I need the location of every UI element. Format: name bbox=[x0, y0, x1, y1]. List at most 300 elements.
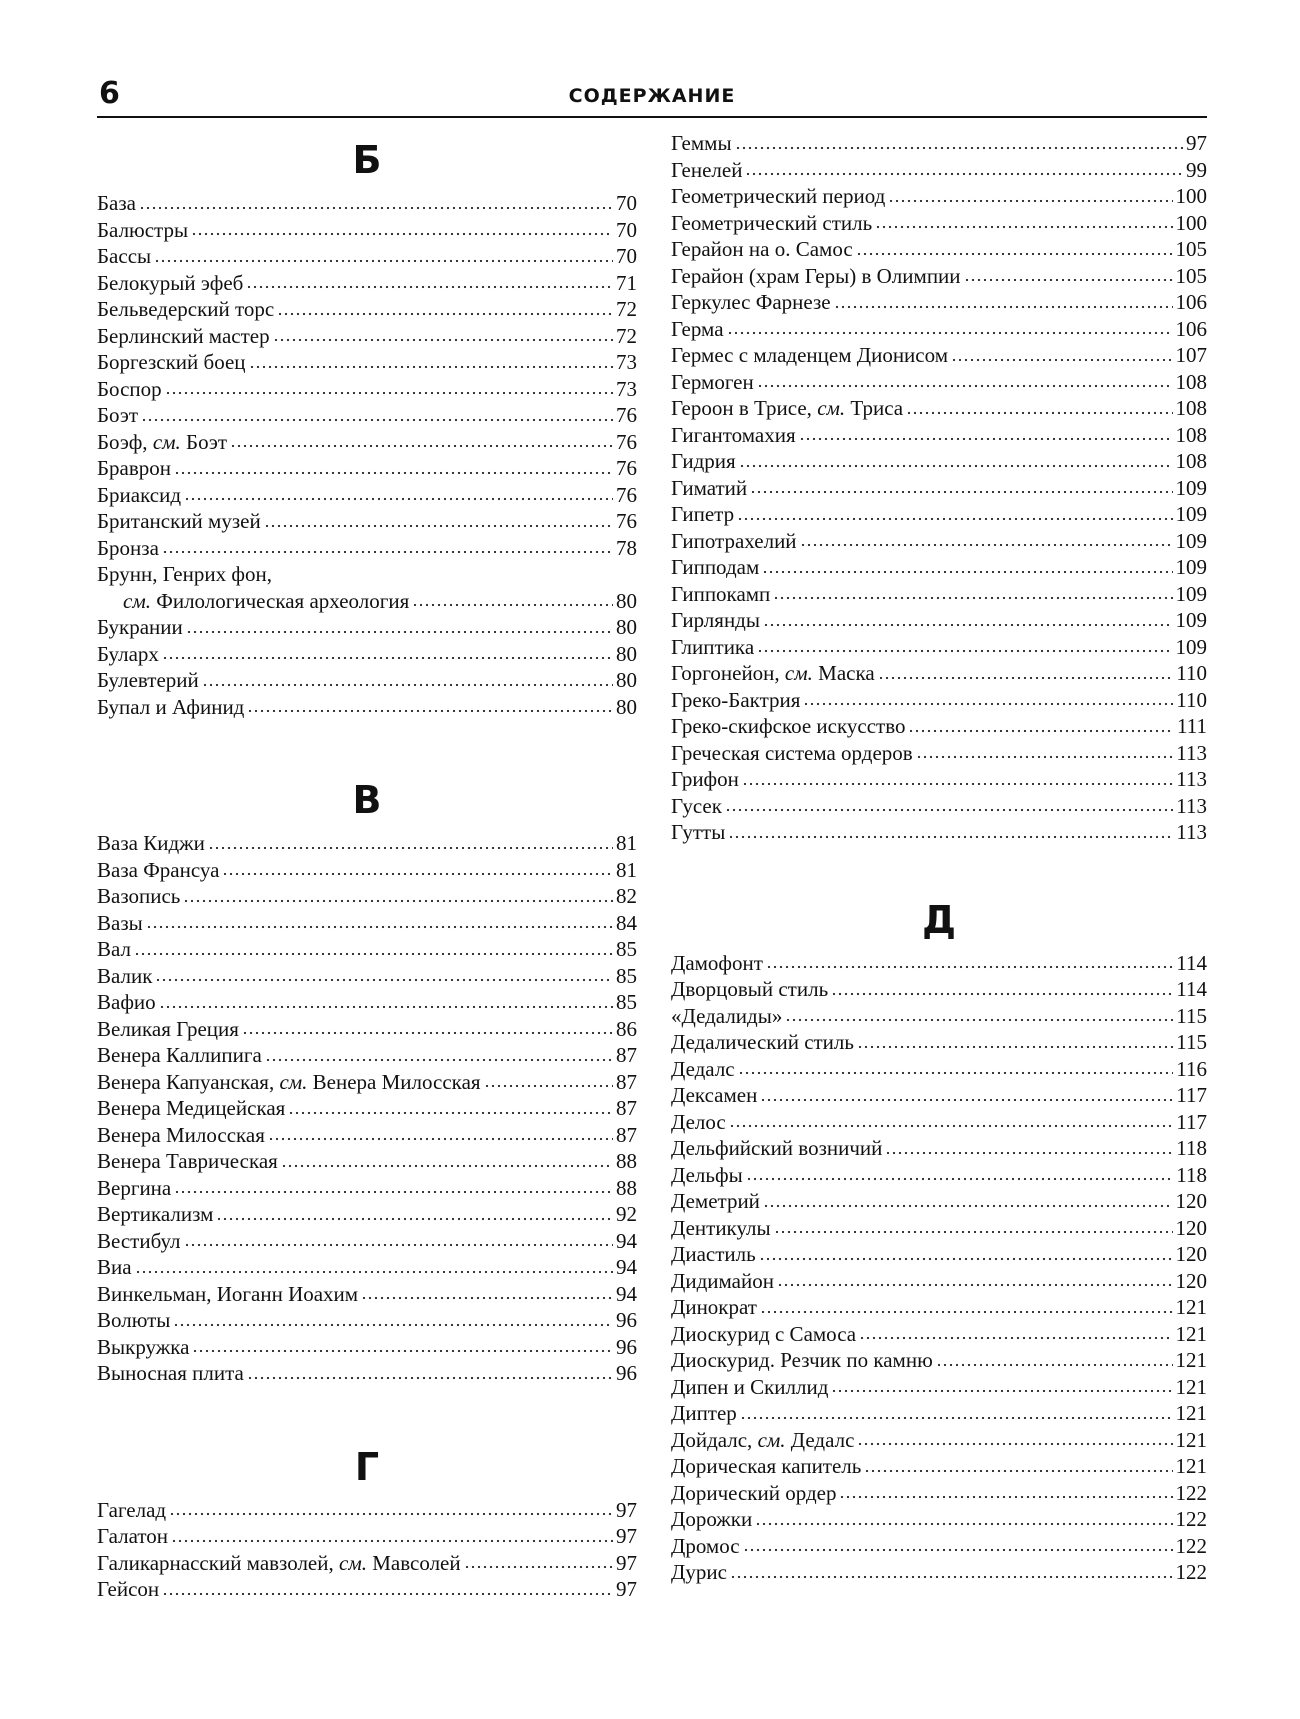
entry-title-text: Дельфы bbox=[671, 1162, 743, 1187]
toc-entry[interactable] bbox=[97, 323, 637, 350]
entry-title bbox=[671, 1321, 856, 1348]
toc-entry[interactable] bbox=[97, 1042, 637, 1069]
dot-leader bbox=[885, 1145, 1173, 1155]
toc-entry[interactable] bbox=[97, 667, 637, 694]
entry-page-number: 73 bbox=[616, 376, 637, 401]
dot-leader bbox=[155, 972, 613, 982]
entry-title bbox=[97, 910, 143, 937]
toc-entry[interactable] bbox=[97, 1334, 637, 1361]
entry-page-number: 78 bbox=[616, 535, 637, 560]
cross-reference-marker: см. bbox=[279, 1069, 308, 1094]
entry-page-number: 70 bbox=[616, 191, 637, 215]
entry-page-number: 94 bbox=[616, 1255, 637, 1279]
entry-title-text: Гидрия bbox=[671, 449, 736, 473]
dot-leader bbox=[831, 1383, 1172, 1393]
entry-title-text: Дентикулы bbox=[671, 1215, 771, 1240]
entry-page-number: 109 bbox=[1175, 608, 1207, 632]
toc-entry[interactable] bbox=[97, 190, 637, 217]
entry-title-text: Гипетр bbox=[671, 502, 735, 526]
toc-entry[interactable] bbox=[671, 1427, 1207, 1454]
entry-title-text: Боргезский боец bbox=[97, 350, 246, 374]
cross-reference-target: Филологическая археология bbox=[156, 588, 410, 613]
entry-title-text: Виа bbox=[97, 1255, 132, 1279]
toc-entry[interactable] bbox=[671, 1453, 1207, 1480]
entry-page-number: 108 bbox=[1175, 449, 1207, 473]
toc-entry[interactable] bbox=[97, 694, 637, 721]
dot-leader bbox=[162, 650, 613, 660]
dot-leader bbox=[757, 378, 1173, 388]
entry-title-text: Гермес с младенцем Дионисом bbox=[671, 343, 948, 367]
toc-entry[interactable] bbox=[671, 581, 1207, 608]
cross-reference-target: Венера Милосская bbox=[312, 1069, 481, 1094]
entry-title-text: Гейсон bbox=[97, 1577, 160, 1601]
toc-entry[interactable] bbox=[671, 1400, 1207, 1427]
entry-page-number: 115 bbox=[1176, 1030, 1207, 1054]
entry-title bbox=[671, 1400, 737, 1427]
toc-entry[interactable] bbox=[671, 1480, 1207, 1507]
entry-title bbox=[97, 1576, 159, 1603]
entry-title-text: Венера Таврическая bbox=[97, 1149, 278, 1173]
entry-title bbox=[671, 342, 948, 369]
toc-entry[interactable] bbox=[671, 395, 1207, 422]
cross-reference-target: Триса bbox=[850, 396, 904, 420]
dot-leader bbox=[766, 959, 1173, 969]
entry-page-number: 108 bbox=[1175, 422, 1207, 447]
dot-leader bbox=[725, 802, 1173, 812]
entry-title bbox=[97, 323, 270, 350]
entry-title bbox=[671, 634, 754, 661]
entry-page-number: 105 bbox=[1175, 237, 1207, 261]
entry-title-text: «Дедалиды» bbox=[671, 1003, 783, 1028]
dot-leader bbox=[834, 299, 1173, 309]
toc-entry[interactable] bbox=[671, 1056, 1207, 1083]
section-letter: Д bbox=[922, 897, 956, 942]
dot-leader bbox=[141, 412, 613, 422]
toc-entry[interactable] bbox=[97, 857, 637, 884]
entry-page-number: 121 bbox=[1175, 1321, 1207, 1346]
toc-entry[interactable] bbox=[97, 535, 637, 562]
dot-leader bbox=[951, 352, 1173, 362]
entry-page-number: 92 bbox=[616, 1202, 637, 1226]
entry-title bbox=[671, 819, 725, 846]
toc-entry[interactable] bbox=[671, 1533, 1207, 1560]
dot-leader bbox=[230, 438, 613, 448]
entry-title-text: Винкельман, Иоганн Иоахим bbox=[97, 1281, 359, 1306]
dot-leader bbox=[774, 1224, 1173, 1234]
toc-entry[interactable] bbox=[671, 263, 1207, 290]
dot-leader bbox=[773, 590, 1172, 600]
entry-title bbox=[97, 270, 243, 297]
toc-entry[interactable] bbox=[97, 1148, 637, 1175]
entry-title bbox=[97, 561, 272, 588]
toc-column-left bbox=[97, 130, 637, 1603]
toc-entry[interactable] bbox=[671, 1162, 1207, 1189]
toc-entry[interactable] bbox=[97, 963, 637, 990]
entry-title bbox=[97, 989, 156, 1016]
entry-title bbox=[671, 766, 739, 793]
entry-title bbox=[97, 614, 183, 641]
cross-reference-marker: см. bbox=[152, 429, 181, 454]
toc-entry[interactable] bbox=[97, 508, 637, 535]
toc-entry[interactable] bbox=[671, 157, 1207, 184]
entry-page-number: 97 bbox=[1186, 131, 1207, 155]
entry-title-text: Бронза bbox=[97, 535, 159, 560]
entry-title bbox=[97, 1175, 171, 1202]
toc-entry[interactable] bbox=[97, 561, 637, 588]
entry-title-text: Гирлянды bbox=[671, 608, 760, 632]
dot-leader bbox=[183, 893, 613, 903]
entry-page-number: 121 bbox=[1175, 1374, 1207, 1399]
entry-page-number: 122 bbox=[1175, 1507, 1207, 1531]
toc-entry[interactable] bbox=[671, 1294, 1207, 1321]
dot-leader bbox=[888, 193, 1172, 203]
entry-page-number: 120 bbox=[1175, 1242, 1207, 1266]
entry-page-number: 81 bbox=[616, 857, 637, 882]
entry-title-text: Герайон (храм Геры) в Олимпии bbox=[671, 263, 961, 288]
toc-entry[interactable] bbox=[97, 1175, 637, 1202]
toc-entry[interactable] bbox=[97, 614, 637, 641]
entry-page-number: 80 bbox=[616, 588, 637, 613]
entry-title bbox=[97, 1497, 166, 1524]
entry-title-text: Дорожки bbox=[671, 1507, 753, 1531]
toc-section bbox=[97, 770, 637, 1387]
toc-entry[interactable] bbox=[671, 1003, 1207, 1030]
toc-entry[interactable] bbox=[671, 713, 1207, 740]
entry-page-number: 87 bbox=[616, 1096, 637, 1120]
entry-page-number: 122 bbox=[1175, 1533, 1207, 1558]
entry-page-number: 94 bbox=[616, 1228, 637, 1253]
toc-entry[interactable] bbox=[671, 819, 1207, 846]
toc-section bbox=[671, 890, 1207, 1586]
entry-title-text: Генелей bbox=[671, 157, 743, 182]
dot-leader bbox=[739, 458, 1173, 468]
toc-entry[interactable] bbox=[671, 793, 1207, 820]
entry-title bbox=[97, 857, 219, 884]
entry-title-text: Герма bbox=[671, 316, 724, 341]
entry-title-text: Дворцовый стиль bbox=[671, 977, 829, 1001]
entry-title bbox=[97, 830, 205, 857]
dot-leader bbox=[135, 1264, 613, 1274]
entry-title bbox=[97, 455, 171, 482]
dot-leader bbox=[799, 431, 1173, 441]
entry-title-text: Выносная плита bbox=[97, 1361, 244, 1385]
entry-title bbox=[671, 687, 800, 714]
dot-leader bbox=[162, 1586, 613, 1596]
toc-entry[interactable] bbox=[671, 1374, 1207, 1401]
toc-entry[interactable] bbox=[97, 1122, 637, 1149]
cross-reference-marker: см. bbox=[123, 588, 151, 613]
entry-page-number: 87 bbox=[616, 1043, 637, 1067]
entry-title-text: Динократ bbox=[671, 1295, 757, 1319]
toc-entry[interactable] bbox=[671, 316, 1207, 343]
dot-leader bbox=[839, 1489, 1172, 1499]
toc-entry[interactable] bbox=[97, 429, 637, 456]
entry-title-text: Делос bbox=[671, 1109, 726, 1134]
dot-leader bbox=[361, 1290, 613, 1300]
toc-entry[interactable] bbox=[671, 766, 1207, 793]
entry-title-text: Галикарнасский мавзолей, bbox=[97, 1550, 334, 1575]
entry-title bbox=[671, 976, 828, 1003]
entry-title-text: Дорическая капитель bbox=[671, 1454, 862, 1478]
toc-entry[interactable] bbox=[97, 1201, 637, 1228]
entry-title-text: Вестибул bbox=[97, 1228, 181, 1253]
toc-section bbox=[97, 130, 637, 720]
dot-leader bbox=[249, 359, 613, 369]
entry-title-text: Гипотрахелий bbox=[671, 528, 797, 553]
dot-leader bbox=[288, 1105, 613, 1115]
cross-reference-target: Мавсолей bbox=[372, 1550, 461, 1575]
entry-title bbox=[671, 1559, 727, 1586]
entry-title bbox=[671, 422, 796, 449]
toc-entry[interactable] bbox=[671, 475, 1207, 502]
toc-entry[interactable] bbox=[671, 422, 1207, 449]
dot-leader bbox=[803, 696, 1173, 706]
dot-leader bbox=[184, 491, 613, 501]
cross-reference-target: Боэт bbox=[186, 429, 228, 454]
toc-entry[interactable] bbox=[97, 830, 637, 857]
toc-entry[interactable] bbox=[97, 1228, 637, 1255]
toc-entry[interactable] bbox=[671, 1321, 1207, 1348]
toc-entry[interactable] bbox=[671, 976, 1207, 1003]
entry-title-text: Дельфийский возничий bbox=[671, 1136, 883, 1160]
toc-entry[interactable] bbox=[671, 448, 1207, 475]
entry-title-text: Брунн, Генрих фон, bbox=[97, 562, 272, 586]
entry-page-number: 87 bbox=[616, 1122, 637, 1147]
entry-page-number: 113 bbox=[1176, 793, 1207, 818]
entry-page-number: 121 bbox=[1175, 1454, 1207, 1478]
dot-leader bbox=[936, 1357, 1173, 1367]
entry-title bbox=[97, 641, 159, 668]
toc-entry[interactable] bbox=[97, 376, 637, 403]
toc-entry[interactable] bbox=[671, 1029, 1207, 1056]
entry-page-number: 113 bbox=[1176, 767, 1207, 791]
entry-title-text: Венера Милосская bbox=[97, 1122, 265, 1147]
entry-title-text: Венера Капуанская, bbox=[97, 1069, 275, 1094]
entry-title bbox=[671, 1506, 752, 1533]
dot-leader bbox=[856, 246, 1173, 256]
entry-title bbox=[671, 740, 913, 767]
entry-title bbox=[671, 316, 724, 343]
entry-title bbox=[671, 1533, 740, 1560]
entry-title bbox=[671, 1003, 782, 1030]
toc-entry[interactable] bbox=[97, 936, 637, 963]
toc-entry[interactable] bbox=[97, 270, 637, 297]
toc-entry[interactable] bbox=[97, 883, 637, 910]
dot-leader bbox=[831, 986, 1173, 996]
toc-entry[interactable] bbox=[97, 455, 637, 482]
entry-title-text: Гермоген bbox=[671, 369, 754, 394]
toc-entry[interactable] bbox=[97, 1069, 637, 1096]
entry-title-text: Британский музей bbox=[97, 509, 261, 533]
toc-entry[interactable] bbox=[671, 1347, 1207, 1374]
toc-entry[interactable] bbox=[97, 910, 637, 937]
toc-entry[interactable] bbox=[97, 1307, 637, 1334]
dot-leader bbox=[208, 840, 613, 850]
toc-entry[interactable] bbox=[671, 1135, 1207, 1162]
entry-title-text: Гиматий bbox=[671, 475, 748, 500]
toc-section bbox=[671, 130, 1207, 846]
toc-entry[interactable] bbox=[97, 1550, 637, 1577]
entry-page-number: 97 bbox=[616, 1577, 637, 1601]
entry-title-text: Боэт bbox=[97, 403, 139, 427]
entry-page-number: 81 bbox=[616, 831, 637, 855]
toc-entry[interactable] bbox=[671, 1559, 1207, 1586]
toc-entry[interactable] bbox=[671, 1506, 1207, 1533]
entry-title-text: Героон в Трисе, bbox=[671, 396, 812, 420]
toc-entry[interactable] bbox=[97, 641, 637, 668]
entry-page-number: 88 bbox=[616, 1175, 637, 1200]
dot-leader bbox=[173, 1317, 613, 1327]
toc-entry[interactable] bbox=[97, 1095, 637, 1122]
entry-title bbox=[97, 429, 227, 456]
dot-leader bbox=[743, 1542, 1173, 1552]
entry-page-number: 105 bbox=[1175, 263, 1207, 288]
entry-title-text: Диптер bbox=[671, 1401, 737, 1425]
toc-entry[interactable] bbox=[97, 1576, 637, 1603]
entry-title-text: Гипподам bbox=[671, 555, 760, 579]
entry-title bbox=[97, 1550, 461, 1577]
toc-entry[interactable] bbox=[97, 989, 637, 1016]
toc-entry[interactable] bbox=[671, 130, 1207, 157]
entry-title-text: Браврон bbox=[97, 456, 172, 480]
entry-page-number: 76 bbox=[616, 429, 637, 454]
toc-entry[interactable] bbox=[97, 588, 637, 615]
entry-title-text: Глиптика bbox=[671, 634, 755, 659]
entry-title-text: Бупал и Афинид bbox=[97, 694, 245, 719]
entry-title bbox=[97, 1069, 481, 1096]
entry-page-number: 109 bbox=[1175, 555, 1207, 579]
entry-page-number: 76 bbox=[616, 482, 637, 507]
dot-leader bbox=[763, 617, 1173, 627]
toc-entry[interactable] bbox=[97, 482, 637, 509]
toc-entry[interactable] bbox=[671, 1109, 1207, 1136]
entry-page-number: 85 bbox=[616, 937, 637, 961]
entry-title bbox=[671, 236, 853, 263]
toc-entry[interactable] bbox=[97, 1523, 637, 1550]
entry-title-text: Дедалический стиль bbox=[671, 1030, 854, 1054]
entry-title bbox=[97, 1122, 265, 1149]
toc-entry[interactable] bbox=[671, 740, 1207, 767]
dot-leader bbox=[171, 1533, 613, 1543]
dot-leader bbox=[184, 1237, 613, 1247]
toc-entry[interactable] bbox=[671, 554, 1207, 581]
dot-leader bbox=[281, 1158, 613, 1168]
entry-title-text: Балюстры bbox=[97, 217, 189, 242]
toc-entry[interactable] bbox=[671, 236, 1207, 263]
entry-page-number: 115 bbox=[1176, 1003, 1207, 1028]
entry-title bbox=[671, 157, 742, 184]
toc-entry[interactable] bbox=[97, 1254, 637, 1281]
toc-entry[interactable] bbox=[97, 296, 637, 323]
entry-page-number: 80 bbox=[616, 615, 637, 639]
entry-title bbox=[671, 130, 732, 157]
toc-entry[interactable] bbox=[671, 950, 1207, 977]
entry-page-number: 87 bbox=[616, 1069, 637, 1094]
dot-leader bbox=[146, 919, 613, 929]
entry-title bbox=[671, 607, 760, 634]
dot-leader bbox=[412, 597, 613, 607]
entry-title bbox=[97, 1016, 239, 1043]
toc-entry[interactable] bbox=[671, 687, 1207, 714]
dot-leader bbox=[742, 776, 1173, 786]
entry-page-number: 72 bbox=[616, 323, 637, 348]
entry-page-number: 82 bbox=[616, 884, 637, 908]
toc-entry[interactable] bbox=[671, 634, 1207, 661]
toc-entry[interactable] bbox=[671, 607, 1207, 634]
toc-entry[interactable] bbox=[671, 369, 1207, 396]
toc-entry[interactable] bbox=[671, 183, 1207, 210]
toc-entry[interactable] bbox=[671, 210, 1207, 237]
toc-entry[interactable] bbox=[97, 1360, 637, 1387]
toc-entry[interactable] bbox=[97, 1281, 637, 1308]
dot-leader bbox=[273, 332, 613, 342]
dot-leader bbox=[277, 306, 613, 316]
toc-entry[interactable] bbox=[97, 217, 637, 244]
entry-title-text: Геммы bbox=[671, 131, 732, 155]
entry-page-number: 117 bbox=[1176, 1109, 1207, 1134]
toc-entry[interactable] bbox=[671, 342, 1207, 369]
toc-entry[interactable] bbox=[671, 528, 1207, 555]
entry-page-number: 120 bbox=[1175, 1215, 1207, 1240]
entry-title bbox=[97, 883, 180, 910]
dot-leader bbox=[738, 1065, 1174, 1075]
entry-title-text: Вал bbox=[97, 937, 131, 961]
entry-title bbox=[671, 1109, 726, 1136]
entry-title bbox=[97, 936, 131, 963]
entry-page-number: 76 bbox=[616, 509, 637, 533]
toc-entry[interactable] bbox=[97, 402, 637, 429]
entry-title-text: Диоскурид. Резчик по камню bbox=[671, 1348, 933, 1372]
toc-entry[interactable] bbox=[671, 1268, 1207, 1295]
dot-leader bbox=[464, 1559, 613, 1569]
entry-title bbox=[97, 1228, 181, 1255]
toc-entry[interactable] bbox=[97, 1497, 637, 1524]
entry-page-number: 121 bbox=[1175, 1348, 1207, 1372]
dot-leader bbox=[174, 465, 613, 475]
toc-column-right bbox=[671, 130, 1207, 1586]
entry-title-text: Берлинский мастер bbox=[97, 323, 270, 348]
entry-page-number: 94 bbox=[616, 1281, 637, 1306]
entry-title bbox=[671, 501, 734, 528]
entry-title-text: Булевтерий bbox=[97, 668, 199, 692]
toc-entry[interactable] bbox=[671, 289, 1207, 316]
dot-leader bbox=[750, 484, 1172, 494]
toc-entry[interactable] bbox=[97, 243, 637, 270]
toc-entry[interactable] bbox=[671, 1188, 1207, 1215]
entry-page-number: 84 bbox=[616, 910, 637, 935]
toc-entry[interactable] bbox=[97, 349, 637, 376]
toc-entry[interactable] bbox=[671, 1082, 1207, 1109]
dot-leader bbox=[186, 624, 613, 634]
entry-title-text: Дурис bbox=[671, 1560, 727, 1584]
entry-title-text: Волюты bbox=[97, 1308, 171, 1332]
toc-entry[interactable] bbox=[671, 1215, 1207, 1242]
entry-title-text: Дидимайон bbox=[671, 1268, 774, 1293]
entry-title-text: Ваза Франсуа bbox=[97, 857, 220, 882]
dot-leader bbox=[247, 1370, 613, 1380]
dot-leader bbox=[216, 1211, 613, 1221]
entry-page-number: 117 bbox=[1176, 1083, 1207, 1107]
toc-entry[interactable] bbox=[671, 1241, 1207, 1268]
toc-entry[interactable] bbox=[671, 660, 1207, 687]
toc-entry[interactable] bbox=[97, 1016, 637, 1043]
entry-page-number: 118 bbox=[1176, 1136, 1207, 1160]
dot-leader bbox=[727, 325, 1173, 335]
entry-title bbox=[671, 1374, 828, 1401]
entry-page-number: 121 bbox=[1175, 1427, 1207, 1452]
entry-title bbox=[671, 1215, 771, 1242]
toc-entry[interactable] bbox=[671, 501, 1207, 528]
